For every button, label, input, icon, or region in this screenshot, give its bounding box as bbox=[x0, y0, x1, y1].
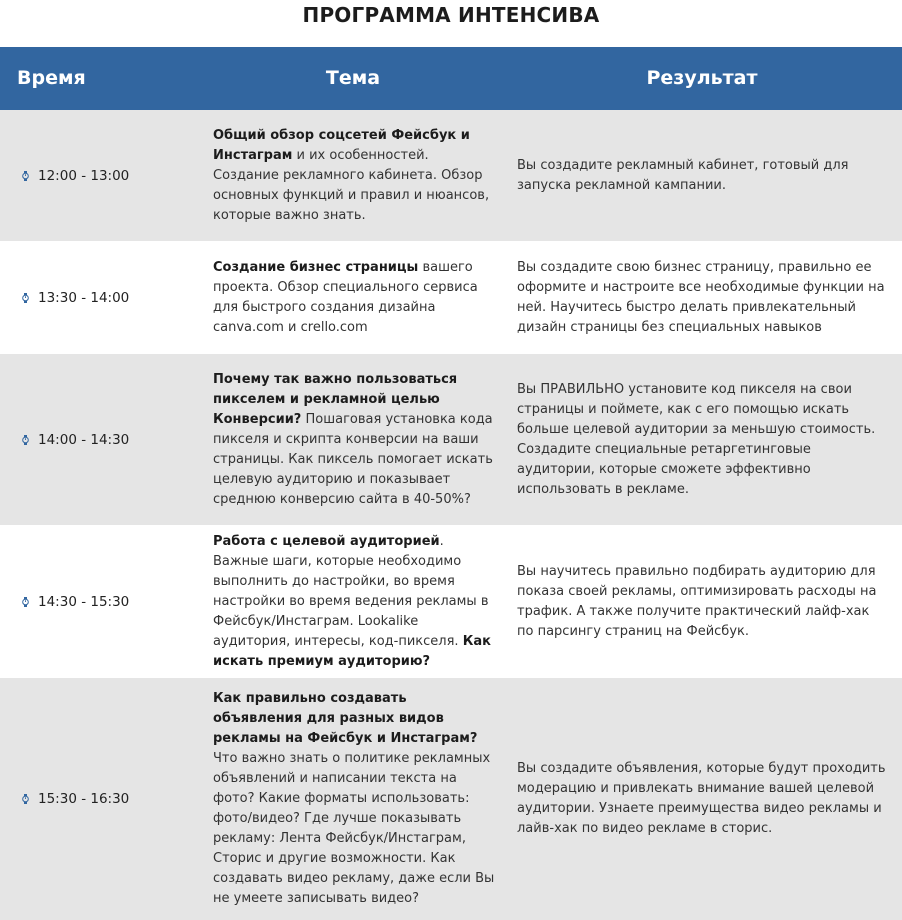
row-topic bbox=[213, 678, 498, 920]
row-time-label: 14:00 - 14:30 bbox=[38, 431, 130, 448]
row-result bbox=[517, 525, 887, 678]
clock-icon bbox=[22, 293, 29, 303]
header-time: Время bbox=[17, 67, 86, 89]
row-result bbox=[517, 241, 887, 354]
table-row bbox=[0, 678, 902, 920]
row-time bbox=[22, 354, 129, 525]
header-result: Результат bbox=[646, 67, 758, 89]
row-topic bbox=[213, 241, 498, 354]
page-title: ПРОГРАММА ИНТЕНСИВА bbox=[302, 3, 600, 27]
row-time bbox=[22, 241, 129, 354]
row-topic bbox=[213, 354, 498, 525]
clock-icon bbox=[22, 435, 29, 445]
table-row bbox=[0, 241, 902, 354]
topic-text: вашего проекта. Обзор специального сервиса для быстрого создания дизайна canva.com и crello.com bbox=[213, 259, 478, 335]
topic-text: . Важные шаги, которые необходимо выполнить до настройки, во время настройки во время ведения рекламы в Фейсбук/Инстаграм. Lookalike аудитория, интересы, код-пикселя. bbox=[213, 533, 489, 649]
row-time-label: 12:00 - 13:00 bbox=[38, 167, 130, 184]
topic-bold: Общий обзор соцсетей Фейсбук и Инстаграм bbox=[213, 127, 470, 163]
topic-bold: Работа с целевой аудиторией bbox=[213, 533, 440, 549]
clock-icon bbox=[22, 794, 29, 804]
topic-bold-end: Как искать премиум аудиторию? bbox=[213, 633, 491, 669]
row-topic bbox=[213, 110, 498, 241]
topic-text: Пошаговая установка кода пикселя и скрипта конверсии на ваши страницы. Как пиксель помогает искать целевую аудиторию и показывает среднюю конверсию сайта в 40-50%? bbox=[213, 411, 493, 507]
row-time bbox=[22, 525, 129, 678]
result-text: Вы создадите свою бизнес страницу, правильно ее оформите и настроите все необходимые функции на ней. Научитесь быстро делать привлекательный дизайн страницы без специальных навыков bbox=[517, 259, 885, 335]
row-result bbox=[517, 678, 887, 920]
row-result bbox=[517, 354, 887, 525]
topic-bold: Создание бизнес страницы bbox=[213, 259, 419, 275]
row-time bbox=[22, 678, 129, 920]
row-time-label: 14:30 - 15:30 bbox=[38, 593, 130, 610]
topic-bold: Как правильно создавать объявления для разных видов рекламы на Фейсбук и Инстаграм? bbox=[213, 691, 478, 746]
topic-bold: Почему так важно пользоваться пикселем и рекламной целью Конверсии? bbox=[213, 371, 458, 427]
row-result bbox=[517, 110, 887, 241]
header-topic: Тема bbox=[325, 67, 381, 89]
topic-text: и их особенностей. Создание рекламного кабинета. Обзор основных функций и правил и нюансов, которые важно знать. bbox=[213, 147, 490, 223]
table-row bbox=[0, 525, 902, 678]
row-time-label: 13:30 - 14:00 bbox=[38, 289, 130, 306]
result-text: Вы ПРАВИЛЬНО установите код пикселя на свои страницы и поймете, как с его помощью искать больше целевой аудитории за меньшую стоимость. Создадите специальные ретаргетинговые аудитории, которые сможете эффективно использовать в рекламе. bbox=[517, 381, 876, 497]
result-text: Вы создадите рекламный кабинет, готовый для запуска рекламной кампании. bbox=[517, 157, 849, 193]
row-time bbox=[22, 110, 129, 241]
clock-icon bbox=[22, 597, 29, 607]
table-header bbox=[0, 47, 902, 110]
clock-icon bbox=[22, 171, 29, 181]
row-topic bbox=[213, 525, 498, 678]
topic-text: Что важно знать о политике рекламных объявлений и написании текста на фото? Какие форматы использовать: фото/видео? Где лучше показывать рекламу: Лента Фейсбук/Инстаграм, Сторис и другие возможности. Как создавать видео рекламу, даже если Вы не умеете записывать видео? bbox=[213, 751, 495, 906]
table-row bbox=[0, 110, 902, 241]
row-time-label: 15:30 - 16:30 bbox=[38, 791, 130, 807]
result-text: Вы научитесь правильно подбирать аудиторию для показа своей рекламы, оптимизировать расходы на трафик. А также получите практический лайф-хак по парсингу страниц на Фейсбук. bbox=[517, 563, 877, 639]
result-text: Вы создадите объявления, которые будут проходить модерацию и привлекать внимание вашей целевой аудитории. Узнаете преимущества видео рекламы и лайв-хак по видео рекламе в сторис. bbox=[517, 761, 886, 836]
schedule-table bbox=[0, 47, 902, 920]
table-row bbox=[0, 354, 902, 525]
